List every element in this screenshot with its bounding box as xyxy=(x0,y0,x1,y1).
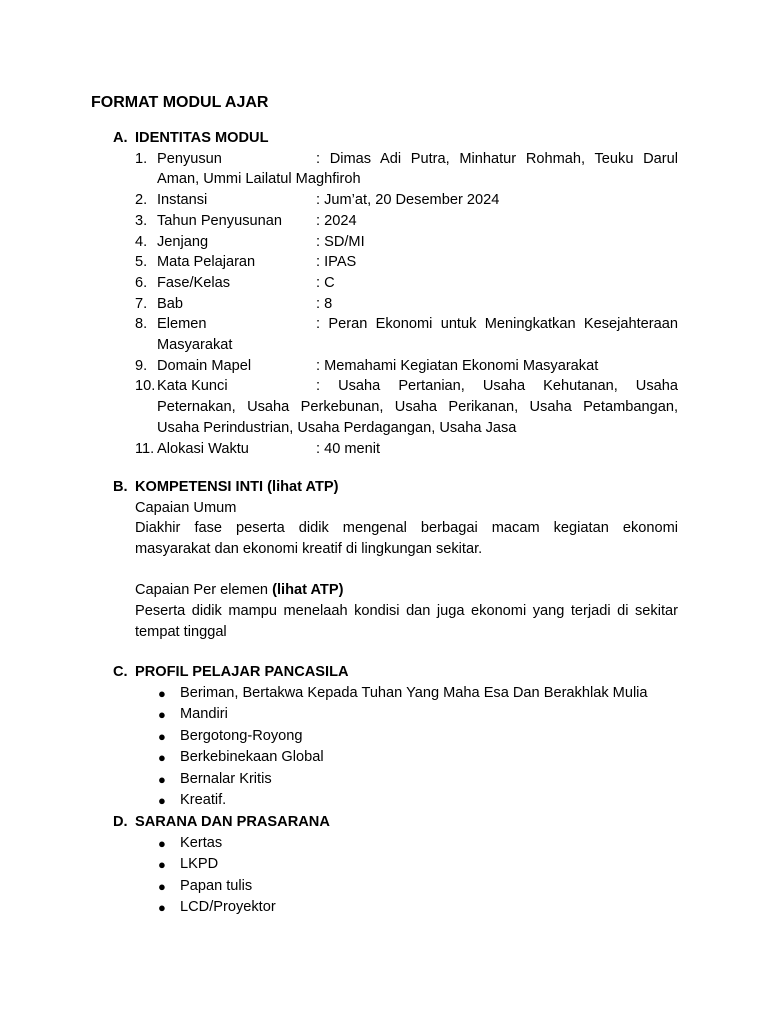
capaian-elemen-text: tempat tinggal xyxy=(135,623,227,640)
identity-list xyxy=(135,149,678,460)
identity-item xyxy=(135,376,678,397)
list-item xyxy=(135,897,678,919)
bullet-icon: ● xyxy=(158,793,166,809)
item-value-continued: Usaha Perindustrian, Usaha Perdagangan, Usaha Jasa xyxy=(157,419,517,436)
capaian-umum-text: Diakhir fase peserta didik mengenal berbagai macam kegiatan ekonomi xyxy=(135,520,678,537)
item-label: Instansi xyxy=(157,192,208,209)
section-title: KOMPETENSI INTI (lihat ATP) xyxy=(135,479,339,495)
item-value: : Usaha Pertanian, Usaha Kehutanan, Usaha xyxy=(316,378,678,395)
bullet-icon: ● xyxy=(158,750,166,766)
item-label: Domain Mapel xyxy=(157,357,252,374)
identity-item xyxy=(135,439,678,460)
identity-item xyxy=(135,232,678,253)
section-heading xyxy=(113,128,678,149)
document-title: FORMAT MODUL AJAR xyxy=(91,94,269,111)
capaian-elemen-label xyxy=(135,580,678,601)
item-value: : C xyxy=(316,274,335,291)
section-title: IDENTITAS MODUL xyxy=(135,130,269,146)
section-letter: A. xyxy=(113,130,128,146)
list-item-text: Bergotong-Royong xyxy=(180,727,303,744)
list-item-text: LCD/Proyektor xyxy=(180,899,276,916)
identity-item-continuation xyxy=(135,169,678,190)
bullet-icon: ● xyxy=(158,835,166,851)
item-number: 6. xyxy=(135,274,148,291)
item-label: Penyusun xyxy=(157,150,222,167)
sarana-list xyxy=(135,833,678,919)
section-sarana-prasarana xyxy=(113,812,678,919)
identity-item xyxy=(135,294,678,315)
section-kompetensi-inti xyxy=(113,477,678,643)
profil-list xyxy=(135,683,678,812)
list-item-text: Papan tulis xyxy=(180,877,253,894)
identity-item-continuation xyxy=(135,397,678,418)
identity-item-continuation xyxy=(135,335,678,356)
item-label: Mata Pelajaran xyxy=(157,254,256,271)
item-number: 5. xyxy=(135,254,148,271)
list-item-text: Kreatif. xyxy=(180,792,227,809)
list-item-text: Beriman, Bertakwa Kepada Tuhan Yang Maha Esa Dan Berakhlak Mulia xyxy=(180,684,648,701)
item-value-continued: Masyarakat xyxy=(157,337,233,354)
bullet-icon: ● xyxy=(158,878,166,894)
bullet-icon: ● xyxy=(158,900,166,916)
identity-item xyxy=(135,314,678,335)
item-number: 8. xyxy=(135,316,148,333)
list-item xyxy=(135,790,678,812)
section-heading xyxy=(113,477,678,498)
item-number: 4. xyxy=(135,233,148,250)
bullet-icon: ● xyxy=(158,707,166,723)
list-item xyxy=(135,683,678,705)
item-number: 9. xyxy=(135,357,148,374)
item-label: Fase/Kelas xyxy=(157,274,231,291)
list-item xyxy=(135,726,678,748)
section-body xyxy=(135,498,678,643)
list-item xyxy=(135,854,678,876)
list-item xyxy=(135,747,678,769)
list-item-text: Mandiri xyxy=(180,706,228,723)
bullet-icon: ● xyxy=(158,771,166,787)
item-value-continued: Peternakan, Usaha Perkebunan, Usaha Perikanan, Usaha Petambangan, xyxy=(157,399,678,416)
identity-item xyxy=(135,149,678,170)
item-value: : Peran Ekonomi untuk Meningkatkan Kesejahteraan xyxy=(316,316,678,333)
bullet-icon: ● xyxy=(158,728,166,744)
item-value: : SD/MI xyxy=(316,233,365,250)
list-item xyxy=(135,769,678,791)
list-item xyxy=(135,876,678,898)
capaian-elemen-text: Peserta didik mampu menelaah kondisi dan juga ekonomi yang terjadi di sekitar xyxy=(135,603,678,620)
identity-item xyxy=(135,190,678,211)
spacer xyxy=(135,560,678,581)
list-item-text: Bernalar Kritis xyxy=(180,770,272,787)
section-heading xyxy=(113,812,678,833)
item-label: Tahun Penyusunan xyxy=(157,212,282,229)
section-profil-pelajar-pancasila xyxy=(113,662,678,812)
item-label: Elemen xyxy=(157,316,207,333)
bullet-icon: ● xyxy=(158,857,166,873)
item-label: Alokasi Waktu xyxy=(157,440,249,457)
item-value: : 40 menit xyxy=(316,440,381,457)
item-label: Jenjang xyxy=(157,233,209,250)
item-label: Kata Kunci xyxy=(157,378,228,395)
identity-item xyxy=(135,211,678,232)
item-number: 1. xyxy=(135,150,148,167)
item-value-continued: Aman, Ummi Lailatul Maghfiroh xyxy=(157,171,361,188)
capaian-umum-label: Capaian Umum xyxy=(135,499,237,516)
item-number: 10. xyxy=(135,378,156,395)
list-item xyxy=(135,704,678,726)
section-identitas-modul xyxy=(113,128,678,459)
item-number: 2. xyxy=(135,192,148,209)
item-number: 11. xyxy=(135,440,155,457)
section-title: PROFIL PELAJAR PANCASILA xyxy=(135,664,349,680)
item-number: 7. xyxy=(135,295,148,312)
item-value: : Dimas Adi Putra, Minhatur Rohmah, Teuku Darul xyxy=(316,150,678,167)
item-value: : 2024 xyxy=(316,212,357,229)
section-letter: B. xyxy=(113,479,128,495)
item-value: : Jum’at, 20 Desember 2024 xyxy=(316,192,500,209)
list-item-text: Kertas xyxy=(180,834,223,851)
section-heading xyxy=(113,662,678,683)
section-letter: C. xyxy=(113,664,128,680)
identity-item xyxy=(135,252,678,273)
item-value: : IPAS xyxy=(316,254,357,271)
section-title: SARANA DAN PRASARANA xyxy=(135,814,330,830)
item-value: : 8 xyxy=(316,295,333,312)
list-item-text: LKPD xyxy=(180,856,219,873)
item-number: 3. xyxy=(135,212,148,229)
capaian-elemen-label-text: Capaian Per elemen xyxy=(135,582,273,599)
capaian-umum-text: masyarakat dan ekonomi kreatif di lingkungan sekitar. xyxy=(135,541,483,558)
identity-item xyxy=(135,356,678,377)
identity-item-continuation xyxy=(135,418,678,439)
identity-item xyxy=(135,273,678,294)
section-letter: D. xyxy=(113,814,128,830)
list-item xyxy=(135,833,678,855)
capaian-elemen-label-bold: (lihat ATP) xyxy=(272,582,344,599)
bullet-icon: ● xyxy=(158,685,166,701)
list-item-text: Berkebinekaan Global xyxy=(180,749,324,766)
item-value: : Memahami Kegiatan Ekonomi Masyarakat xyxy=(316,357,599,374)
item-label: Bab xyxy=(157,295,183,312)
